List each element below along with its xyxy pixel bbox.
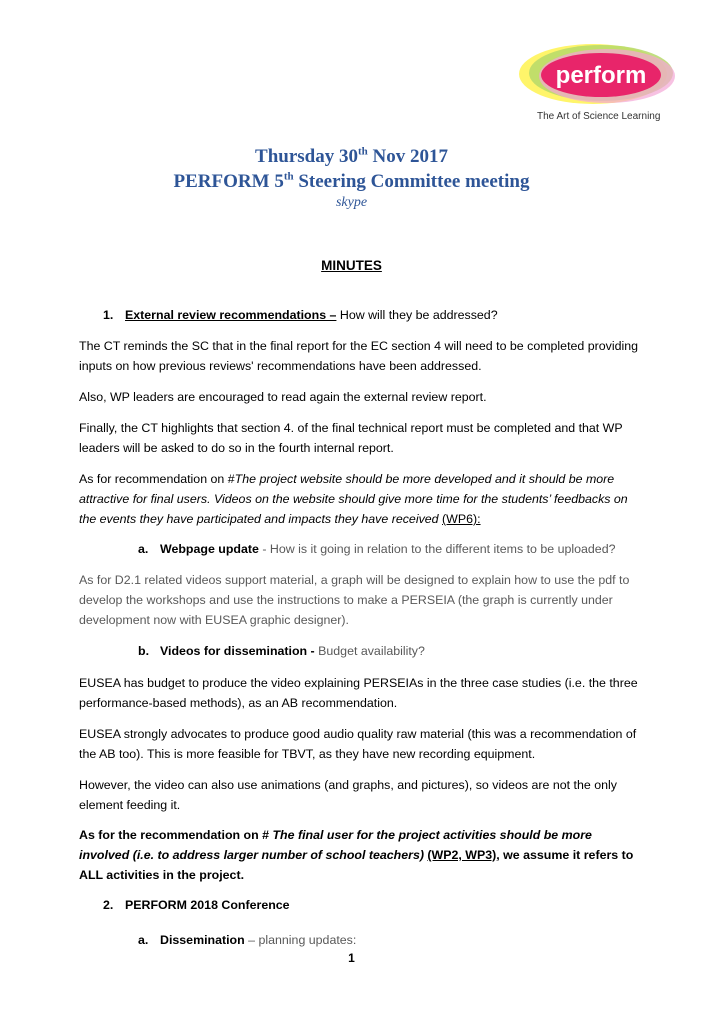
meeting-location: skype — [335, 195, 368, 210]
page-number: 1 — [348, 951, 355, 965]
logo-tagline: The Art of Science Learning — [537, 111, 661, 122]
logo-wordmark: perform — [555, 62, 647, 89]
perform-logo — [515, 40, 685, 130]
minutes-heading: MINUTES — [321, 258, 382, 273]
perform-logo-graphic — [515, 40, 685, 110]
paragraph-audio-quality: EUSEA strongly advocates to produce good audio quality raw material (this was a recommendation of the AB too). This is more feasible for TBVT, as they have new recording equipment. — [79, 727, 637, 761]
section-2-heading: 2. PERFORM 2018 Conference — [103, 898, 290, 912]
subsection-dissemination: a. Dissemination – planning updates: — [138, 933, 357, 947]
paragraph-final-report: The CT reminds the SC that in the final report for the EC section 4 will need to be completed providing inputs on how previous reviews' recommendations have been addressed. — [79, 339, 639, 373]
subsection-videos-dissemination: b. Videos for dissemination - Budget availability? — [138, 644, 425, 658]
paragraph-final-user-recommendation: As for the recommendation on # The final user for the project activities should be more involved (i.e. to address larger number of school teachers) (WP2, WP3), we assume it refers to ALL activities in the project. — [79, 828, 634, 882]
meeting-date: Thursday 30th Nov 2017 — [255, 145, 448, 167]
meeting-title: PERFORM 5th Steering Committee meeting — [173, 170, 530, 192]
paragraph-website-recommendation: As for recommendation on #The project website should be more developed and it should be more attractive for final users. Videos on the website should give more time for the students’ feedbacks on the events they have participated and impacts they have received (WP6): — [79, 472, 628, 526]
paragraph-animations: However, the video can also use animations (and graphs, and pictures), so videos are not the only element feeding it. — [79, 778, 617, 812]
paragraph-wp-leaders: Also, WP leaders are encouraged to read again the external review report. — [79, 390, 487, 404]
section-1-heading: 1. External review recommendations – How will they be addressed? — [103, 308, 498, 322]
paragraph-technical-report: Finally, the CT highlights that section 4. of the final technical report must be completed and that WP leaders will be asked to do so in the fourth internal report. — [79, 421, 623, 455]
subsection-webpage-update: a. Webpage update - How is it going in relation to the different items to be uploaded? — [138, 542, 616, 556]
paragraph-eusea-budget: EUSEA has budget to produce the video explaining PERSEIAs in the three case studies (i.e. the three performance-based methods), as an AB recommendation. — [79, 676, 638, 710]
paragraph-d21-videos: As for D2.1 related videos support material, a graph will be designed to explain how to use the pdf to develop the workshops and use the instructions to make a PERSEIA (the graph is currently under development now with EUSEA graphic designer). — [79, 573, 630, 627]
